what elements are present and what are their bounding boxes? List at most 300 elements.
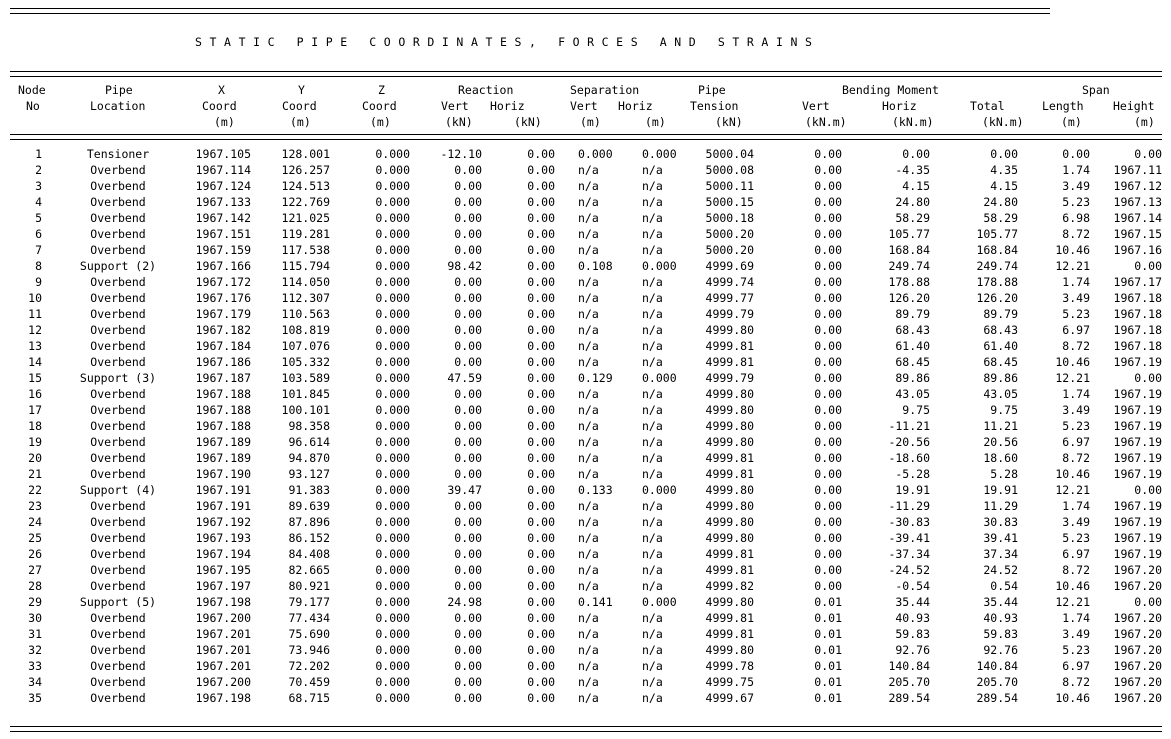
header-span-length-unit: (m) (1061, 115, 1082, 129)
header-bm-horiz: Horiz (882, 99, 917, 113)
cell-span-height: 1967.19 (1113, 419, 1162, 433)
header-tension-unit: (kN) (715, 115, 743, 129)
cell-pipe-location: Support (2) (79, 259, 157, 273)
cell-node-no: 2 (35, 163, 42, 177)
cell-span-length: 12.21 (1055, 483, 1090, 497)
header-node: Node (18, 83, 46, 97)
cell-pipe-location: Overbend (90, 243, 146, 257)
table-row (0, 354, 1171, 370)
cell-reaction-horiz: 0.00 (527, 195, 555, 209)
cell-pipe-location: Support (5) (79, 595, 157, 609)
cell-node-no: 35 (28, 691, 42, 705)
cell-span-length: 8.72 (1062, 451, 1090, 465)
header-span-length: Length (1042, 99, 1084, 113)
cell-reaction-vert: -12.10 (440, 147, 482, 161)
cell-bm-horiz: -39.41 (888, 531, 930, 545)
cell-pipe-location: Overbend (90, 403, 146, 417)
cell-separation-vert: n/a (578, 579, 599, 593)
cell-node-no: 23 (28, 499, 42, 513)
cell-bm-horiz: 178.88 (888, 275, 930, 289)
cell-bm-total: 24.80 (983, 195, 1018, 209)
cell-span-length: 0.00 (1062, 147, 1090, 161)
cell-reaction-horiz: 0.00 (527, 163, 555, 177)
cell-reaction-vert: 0.00 (454, 675, 482, 689)
cell-pipe-tension: 4999.80 (705, 483, 754, 497)
cell-reaction-vert: 0.00 (454, 243, 482, 257)
cell-reaction-vert: 0.00 (454, 195, 482, 209)
cell-pipe-location: Overbend (90, 675, 146, 689)
cell-y-coord: 96.614 (288, 435, 330, 449)
cell-separation-vert: 0.000 (578, 147, 613, 161)
cell-bm-horiz: 249.74 (888, 259, 930, 273)
cell-pipe-location: Overbend (90, 195, 146, 209)
cell-separation-horiz: n/a (642, 611, 663, 625)
cell-pipe-tension: 4999.74 (705, 275, 754, 289)
cell-reaction-horiz: 0.00 (527, 339, 555, 353)
cell-y-coord: 91.383 (288, 483, 330, 497)
header-pipe-tension: Pipe (698, 83, 726, 97)
header-y: Y (298, 83, 305, 97)
cell-x-coord: 1967.194 (195, 547, 251, 561)
cell-span-height: 1967.20 (1113, 579, 1162, 593)
cell-bm-total: 24.52 (983, 563, 1018, 577)
cell-pipe-tension: 4999.81 (705, 563, 754, 577)
cell-separation-horiz: 0.000 (642, 595, 677, 609)
cell-z-coord: 0.000 (375, 499, 410, 513)
cell-node-no: 31 (28, 627, 42, 641)
cell-span-height: 1967.19 (1113, 451, 1162, 465)
cell-z-coord: 0.000 (375, 547, 410, 561)
cell-x-coord: 1967.166 (195, 259, 251, 273)
cell-separation-vert: 0.141 (578, 595, 613, 609)
table-row (0, 594, 1171, 610)
cell-pipe-tension: 4999.67 (705, 691, 754, 705)
cell-bm-total: 205.70 (976, 675, 1018, 689)
cell-span-length: 12.21 (1055, 259, 1090, 273)
cell-pipe-tension: 5000.08 (705, 163, 754, 177)
cell-x-coord: 1967.124 (195, 179, 251, 193)
cell-separation-horiz: n/a (642, 691, 663, 705)
cell-bm-total: 289.54 (976, 691, 1018, 705)
cell-span-length: 3.49 (1062, 403, 1090, 417)
cell-bm-total: 178.88 (976, 275, 1018, 289)
cell-bm-vert: 0.00 (814, 515, 842, 529)
cell-z-coord: 0.000 (375, 659, 410, 673)
cell-pipe-tension: 4999.81 (705, 467, 754, 481)
cell-node-no: 29 (28, 595, 42, 609)
cell-pipe-location: Overbend (90, 451, 146, 465)
cell-x-coord: 1967.189 (195, 435, 251, 449)
table-row (0, 258, 1171, 274)
cell-separation-vert: n/a (578, 675, 599, 689)
cell-pipe-location: Overbend (90, 275, 146, 289)
cell-node-no: 3 (35, 179, 42, 193)
cell-pipe-tension: 4999.81 (705, 355, 754, 369)
cell-node-no: 28 (28, 579, 42, 593)
cell-y-coord: 73.946 (288, 643, 330, 657)
cell-bm-total: 35.44 (983, 595, 1018, 609)
header-bm-vert-unit: (kN.m) (805, 115, 847, 129)
cell-pipe-tension: 4999.79 (705, 307, 754, 321)
cell-x-coord: 1967.190 (195, 467, 251, 481)
cell-reaction-horiz: 0.00 (527, 563, 555, 577)
cell-z-coord: 0.000 (375, 307, 410, 321)
table-row (0, 610, 1171, 626)
cell-pipe-tension: 4999.69 (705, 259, 754, 273)
cell-separation-vert: n/a (578, 451, 599, 465)
cell-y-coord: 112.307 (281, 291, 330, 305)
cell-pipe-location: Overbend (90, 643, 146, 657)
cell-reaction-vert: 0.00 (454, 611, 482, 625)
cell-separation-horiz: n/a (642, 419, 663, 433)
cell-bm-horiz: 92.76 (895, 643, 930, 657)
cell-pipe-tension: 4999.78 (705, 659, 754, 673)
cell-pipe-tension: 4999.80 (705, 419, 754, 433)
cell-separation-vert: n/a (578, 179, 599, 193)
cell-separation-horiz: n/a (642, 387, 663, 401)
cell-pipe-location: Overbend (90, 531, 146, 545)
cell-reaction-horiz: 0.00 (527, 275, 555, 289)
cell-separation-vert: n/a (578, 467, 599, 481)
cell-node-no: 15 (28, 371, 42, 385)
cell-z-coord: 0.000 (375, 227, 410, 241)
cell-y-coord: 68.715 (288, 691, 330, 705)
cell-reaction-horiz: 0.00 (527, 691, 555, 705)
cell-separation-horiz: 0.000 (642, 371, 677, 385)
header-z-coord: Coord (362, 99, 397, 113)
cell-pipe-location: Overbend (90, 227, 146, 241)
cell-bm-vert: 0.00 (814, 147, 842, 161)
cell-bm-horiz: 24.80 (895, 195, 930, 209)
cell-separation-vert: n/a (578, 627, 599, 641)
header-separation-horiz-unit: (m) (645, 115, 666, 129)
cell-reaction-vert: 0.00 (454, 323, 482, 337)
cell-pipe-tension: 4999.77 (705, 291, 754, 305)
cell-separation-vert: n/a (578, 211, 599, 225)
cell-y-coord: 114.050 (281, 275, 330, 289)
cell-reaction-horiz: 0.00 (527, 675, 555, 689)
cell-reaction-vert: 0.00 (454, 339, 482, 353)
cell-bm-vert: 0.01 (814, 643, 842, 657)
cell-span-length: 6.98 (1062, 211, 1090, 225)
cell-bm-horiz: -4.35 (895, 163, 930, 177)
cell-reaction-vert: 0.00 (454, 163, 482, 177)
cell-x-coord: 1967.200 (195, 675, 251, 689)
header-span-height: Height (1113, 99, 1155, 113)
cell-z-coord: 0.000 (375, 355, 410, 369)
cell-bm-horiz: -11.29 (888, 499, 930, 513)
cell-separation-horiz: 0.000 (642, 259, 677, 273)
cell-pipe-location: Overbend (90, 611, 146, 625)
cell-span-length: 3.49 (1062, 515, 1090, 529)
cell-reaction-vert: 0.00 (454, 291, 482, 305)
cell-span-length: 8.72 (1062, 227, 1090, 241)
cell-y-coord: 107.076 (281, 339, 330, 353)
header-y-coord: Coord (282, 99, 317, 113)
cell-x-coord: 1967.188 (195, 387, 251, 401)
cell-bm-total: 11.21 (983, 419, 1018, 433)
table-row (0, 146, 1171, 162)
table-row (0, 274, 1171, 290)
cell-reaction-horiz: 0.00 (527, 531, 555, 545)
cell-span-length: 5.23 (1062, 195, 1090, 209)
cell-bm-vert: 0.00 (814, 387, 842, 401)
cell-reaction-vert: 0.00 (454, 275, 482, 289)
cell-bm-horiz: 289.54 (888, 691, 930, 705)
cell-separation-vert: n/a (578, 243, 599, 257)
cell-bm-vert: 0.00 (814, 451, 842, 465)
cell-y-coord: 84.408 (288, 547, 330, 561)
cell-bm-vert: 0.00 (814, 355, 842, 369)
cell-reaction-horiz: 0.00 (527, 387, 555, 401)
cell-bm-vert: 0.00 (814, 435, 842, 449)
cell-bm-vert: 0.01 (814, 675, 842, 689)
cell-node-no: 19 (28, 435, 42, 449)
cell-separation-vert: 0.133 (578, 483, 613, 497)
cell-x-coord: 1967.197 (195, 579, 251, 593)
cell-bm-total: 92.76 (983, 643, 1018, 657)
cell-bm-total: 126.20 (976, 291, 1018, 305)
cell-separation-vert: n/a (578, 419, 599, 433)
cell-separation-horiz: n/a (642, 515, 663, 529)
cell-reaction-horiz: 0.00 (527, 515, 555, 529)
cell-y-coord: 100.101 (281, 403, 330, 417)
cell-span-length: 3.49 (1062, 291, 1090, 305)
cell-separation-horiz: n/a (642, 451, 663, 465)
cell-pipe-location: Overbend (90, 435, 146, 449)
cell-span-length: 6.97 (1062, 323, 1090, 337)
cell-separation-vert: n/a (578, 531, 599, 545)
cell-node-no: 27 (28, 563, 42, 577)
cell-x-coord: 1967.133 (195, 195, 251, 209)
cell-pipe-location: Overbend (90, 515, 146, 529)
cell-y-coord: 122.769 (281, 195, 330, 209)
cell-span-length: 6.97 (1062, 547, 1090, 561)
cell-pipe-tension: 5000.11 (705, 179, 754, 193)
cell-bm-vert: 0.00 (814, 323, 842, 337)
cell-bm-horiz: 126.20 (888, 291, 930, 305)
cell-separation-vert: n/a (578, 323, 599, 337)
cell-bm-total: 37.34 (983, 547, 1018, 561)
cell-pipe-tension: 4999.80 (705, 387, 754, 401)
cell-z-coord: 0.000 (375, 451, 410, 465)
cell-reaction-vert: 24.98 (447, 595, 482, 609)
cell-bm-total: 20.56 (983, 435, 1018, 449)
cell-separation-vert: n/a (578, 195, 599, 209)
cell-reaction-vert: 0.00 (454, 435, 482, 449)
cell-bm-total: 39.41 (983, 531, 1018, 545)
cell-separation-horiz: n/a (642, 659, 663, 673)
cell-pipe-location: Overbend (90, 467, 146, 481)
cell-bm-vert: 0.01 (814, 627, 842, 641)
cell-separation-horiz: n/a (642, 499, 663, 513)
cell-reaction-horiz: 0.00 (527, 659, 555, 673)
cell-span-height: 0.00 (1134, 147, 1162, 161)
cell-separation-horiz: n/a (642, 179, 663, 193)
cell-pipe-location: Overbend (90, 499, 146, 513)
cell-x-coord: 1967.188 (195, 419, 251, 433)
table-row (0, 530, 1171, 546)
cell-pipe-tension: 4999.81 (705, 627, 754, 641)
header-reaction-horiz: Horiz (490, 99, 525, 113)
cell-separation-horiz: n/a (642, 211, 663, 225)
cell-y-coord: 128.001 (281, 147, 330, 161)
cell-y-coord: 98.358 (288, 419, 330, 433)
cell-span-height: 1967.18 (1113, 323, 1162, 337)
header-bm-total: Total (970, 99, 1005, 113)
header-tension: Tension (690, 99, 739, 113)
cell-separation-horiz: n/a (642, 307, 663, 321)
cell-span-height: 1967.19 (1113, 387, 1162, 401)
cell-separation-horiz: n/a (642, 163, 663, 177)
cell-bm-total: 4.15 (990, 179, 1018, 193)
cell-z-coord: 0.000 (375, 275, 410, 289)
cell-y-coord: 94.870 (288, 451, 330, 465)
cell-x-coord: 1967.182 (195, 323, 251, 337)
cell-pipe-tension: 5000.15 (705, 195, 754, 209)
cell-bm-vert: 0.00 (814, 179, 842, 193)
cell-z-coord: 0.000 (375, 291, 410, 305)
cell-bm-total: 89.79 (983, 307, 1018, 321)
cell-pipe-location: Overbend (90, 547, 146, 561)
cell-span-length: 12.21 (1055, 595, 1090, 609)
cell-node-no: 13 (28, 339, 42, 353)
cell-bm-horiz: 0.00 (902, 147, 930, 161)
cell-span-height: 1967.19 (1113, 499, 1162, 513)
header-separation-vert: Vert (570, 99, 598, 113)
cell-separation-vert: n/a (578, 611, 599, 625)
header-location: Location (90, 99, 146, 113)
table-row (0, 418, 1171, 434)
cell-node-no: 18 (28, 419, 42, 433)
header-x-coord: Coord (202, 99, 237, 113)
cell-node-no: 32 (28, 643, 42, 657)
cell-pipe-location: Overbend (90, 691, 146, 705)
cell-y-coord: 124.513 (281, 179, 330, 193)
cell-bm-total: 249.74 (976, 259, 1018, 273)
report-title: STATIC PIPE COORDINATES, FORCES AND STRAINS (195, 35, 820, 49)
cell-pipe-tension: 4999.80 (705, 531, 754, 545)
cell-span-height: 1967.18 (1113, 291, 1162, 305)
cell-reaction-horiz: 0.00 (527, 307, 555, 321)
cell-reaction-horiz: 0.00 (527, 259, 555, 273)
cell-reaction-horiz: 0.00 (527, 627, 555, 641)
cell-y-coord: 75.690 (288, 627, 330, 641)
cell-reaction-vert: 0.00 (454, 691, 482, 705)
cell-bm-vert: 0.00 (814, 227, 842, 241)
cell-reaction-horiz: 0.00 (527, 147, 555, 161)
table-row (0, 162, 1171, 178)
top-rule (10, 8, 1050, 14)
header-bm-horiz-unit: (kN.m) (892, 115, 934, 129)
cell-pipe-location: Overbend (90, 211, 146, 225)
cell-span-height: 1967.11 (1113, 163, 1162, 177)
cell-bm-horiz: -0.54 (895, 579, 930, 593)
cell-bm-horiz: -30.83 (888, 515, 930, 529)
cell-reaction-horiz: 0.00 (527, 355, 555, 369)
cell-separation-horiz: n/a (642, 227, 663, 241)
cell-reaction-vert: 0.00 (454, 547, 482, 561)
cell-reaction-vert: 0.00 (454, 419, 482, 433)
cell-span-height: 1967.20 (1113, 659, 1162, 673)
cell-x-coord: 1967.142 (195, 211, 251, 225)
cell-separation-horiz: n/a (642, 339, 663, 353)
cell-z-coord: 0.000 (375, 323, 410, 337)
cell-reaction-vert: 0.00 (454, 563, 482, 577)
cell-bm-horiz: 168.84 (888, 243, 930, 257)
cell-separation-vert: n/a (578, 691, 599, 705)
cell-node-no: 22 (28, 483, 42, 497)
cell-reaction-horiz: 0.00 (527, 323, 555, 337)
header-x-unit: (m) (214, 115, 235, 129)
cell-reaction-vert: 0.00 (454, 467, 482, 481)
cell-pipe-location: Overbend (90, 627, 146, 641)
cell-bm-horiz: 58.29 (895, 211, 930, 225)
cell-bm-total: 89.86 (983, 371, 1018, 385)
cell-span-height: 1967.14 (1113, 211, 1162, 225)
cell-y-coord: 79.177 (288, 595, 330, 609)
cell-reaction-vert: 39.47 (447, 483, 482, 497)
header-x: X (218, 83, 225, 97)
cell-reaction-vert: 0.00 (454, 579, 482, 593)
cell-pipe-tension: 4999.81 (705, 451, 754, 465)
cell-pipe-tension: 4999.79 (705, 371, 754, 385)
table-row (0, 178, 1171, 194)
cell-reaction-vert: 0.00 (454, 643, 482, 657)
cell-reaction-horiz: 0.00 (527, 547, 555, 561)
cell-separation-horiz: n/a (642, 563, 663, 577)
cell-pipe-tension: 4999.81 (705, 339, 754, 353)
cell-separation-horiz: 0.000 (642, 147, 677, 161)
cell-span-height: 1967.20 (1113, 611, 1162, 625)
cell-bm-horiz: 61.40 (895, 339, 930, 353)
cell-span-height: 1967.20 (1113, 627, 1162, 641)
cell-separation-horiz: n/a (642, 547, 663, 561)
cell-span-length: 5.23 (1062, 643, 1090, 657)
cell-z-coord: 0.000 (375, 435, 410, 449)
cell-span-length: 6.97 (1062, 659, 1090, 673)
cell-span-length: 10.46 (1055, 579, 1090, 593)
header-separation-horiz: Horiz (618, 99, 653, 113)
header-reaction-horiz-unit: (kN) (514, 115, 542, 129)
cell-span-length: 6.97 (1062, 435, 1090, 449)
cell-separation-vert: n/a (578, 515, 599, 529)
cell-z-coord: 0.000 (375, 515, 410, 529)
cell-z-coord: 0.000 (375, 675, 410, 689)
cell-span-height: 1967.13 (1113, 195, 1162, 209)
cell-bm-total: 4.35 (990, 163, 1018, 177)
cell-bm-vert: 0.00 (814, 371, 842, 385)
cell-y-coord: 87.896 (288, 515, 330, 529)
cell-separation-vert: n/a (578, 163, 599, 177)
cell-bm-vert: 0.00 (814, 483, 842, 497)
cell-bm-total: 40.93 (983, 611, 1018, 625)
cell-bm-horiz: 4.15 (902, 179, 930, 193)
header-no: No (26, 99, 40, 113)
header-separation: Separation (570, 83, 640, 97)
cell-reaction-vert: 0.00 (454, 179, 482, 193)
cell-span-height: 0.00 (1134, 371, 1162, 385)
cell-y-coord: 103.589 (281, 371, 330, 385)
header-y-unit: (m) (290, 115, 311, 129)
cell-y-coord: 117.538 (281, 243, 330, 257)
cell-x-coord: 1967.193 (195, 531, 251, 545)
cell-node-no: 9 (35, 275, 42, 289)
header-bending-moment: Bending Moment (842, 83, 939, 97)
table-row (0, 386, 1171, 402)
cell-x-coord: 1967.201 (195, 659, 251, 673)
cell-x-coord: 1967.189 (195, 451, 251, 465)
